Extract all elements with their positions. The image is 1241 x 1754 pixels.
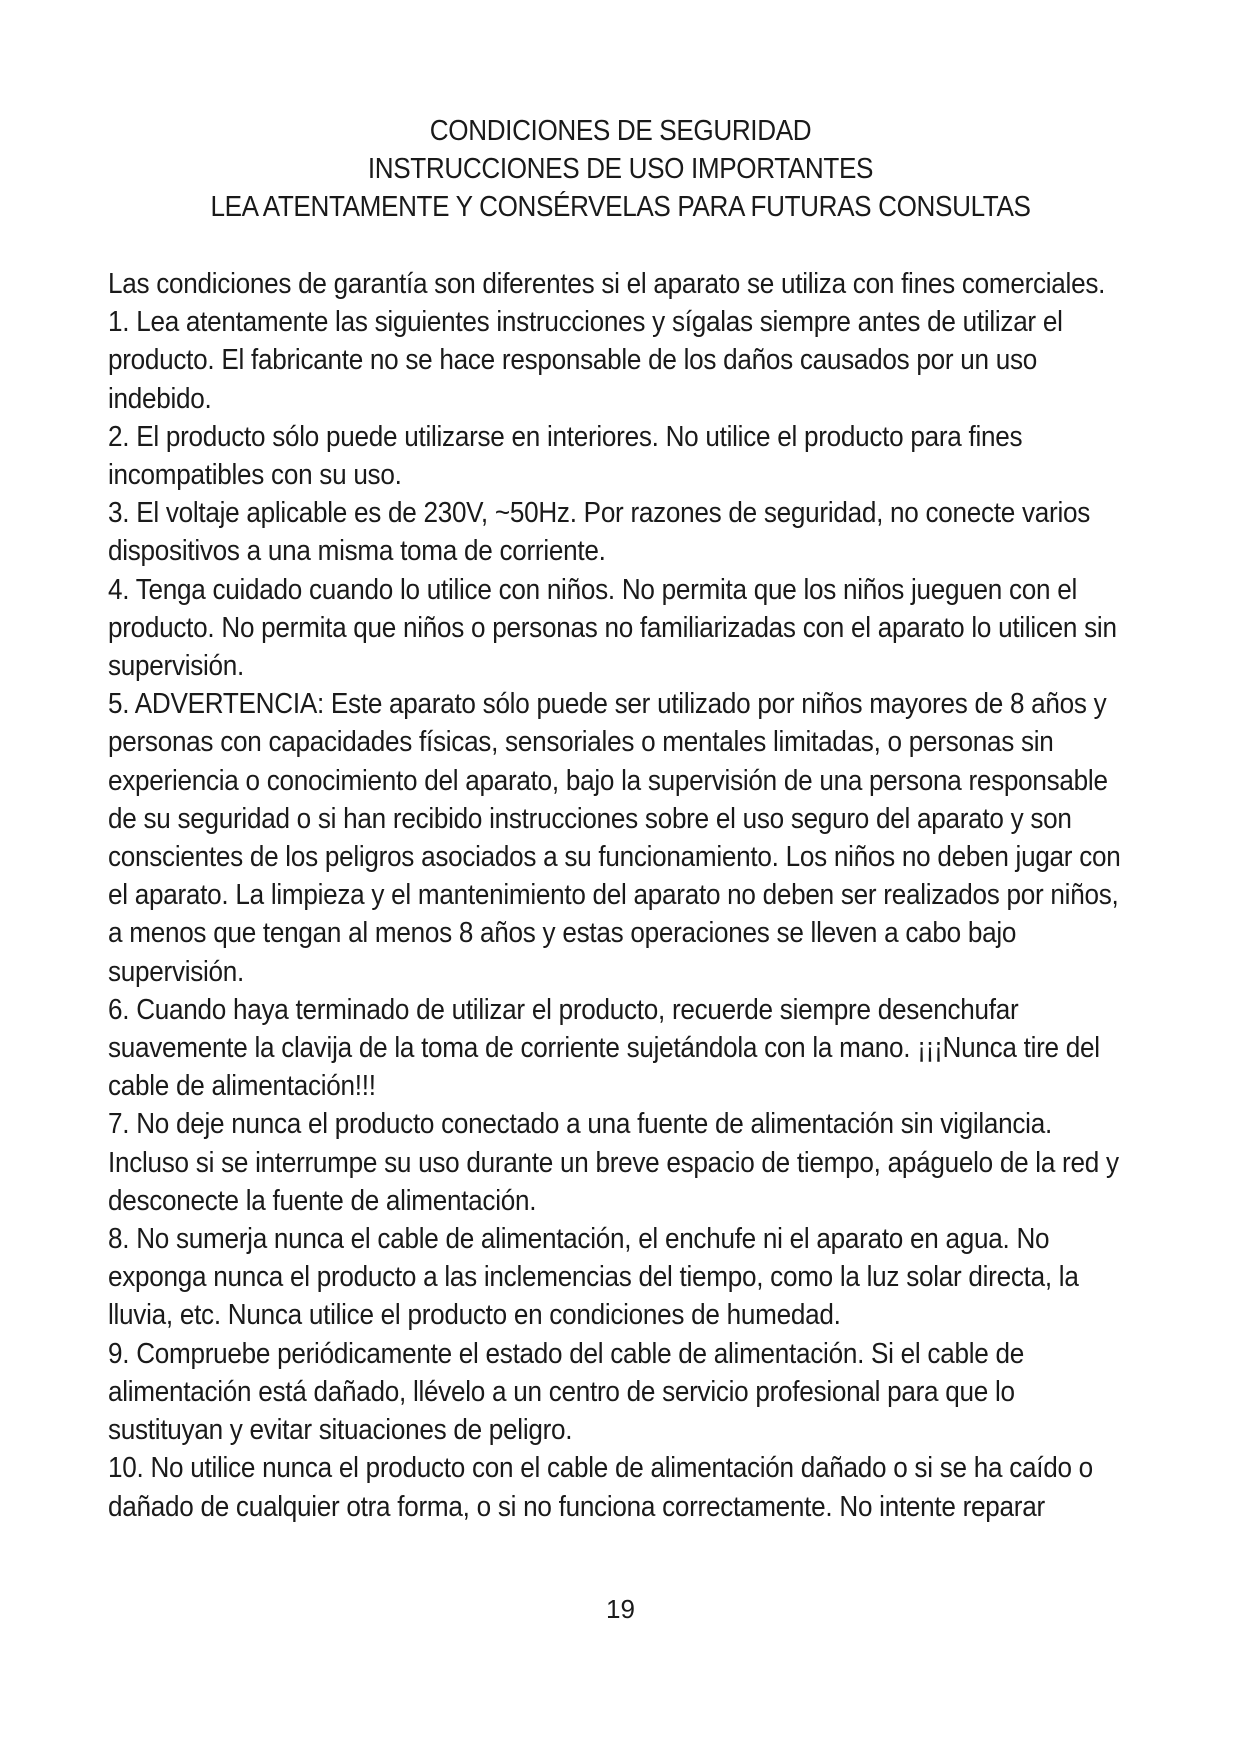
header-subtitle: INSTRUCCIONES DE USO IMPORTANTES bbox=[367, 153, 874, 185]
page-number: 19 bbox=[606, 1594, 635, 1624]
instruction-item-1: 1. Lea atentamente las siguientes instrucciones y sígalas siempre antes de utilizar el producto. El fabricante no se hace responsable de los daños causados por un uso indebido. bbox=[108, 306, 1063, 415]
instruction-item-3: 3. El voltaje aplicable es de 230V, ~50Hz. Por razones de seguridad, no conecte varios dispositivos a una misma toma de corriente. bbox=[108, 497, 1091, 568]
instruction-item-6: 6. Cuando haya terminado de utilizar el producto, recuerde siempre desenchufar suavemente la clavija de la toma de corriente sujetándola con la mano. ¡¡¡Nunca tire del cable de alimentación!!! bbox=[108, 993, 1100, 1103]
header-title: CONDICIONES DE SEGURIDAD bbox=[429, 115, 812, 147]
instructions-body bbox=[108, 265, 1134, 1526]
warranty-intro: Las condiciones de garantía son diferentes si el aparato se utiliza con fines comerciales. bbox=[108, 268, 1106, 300]
instruction-item-10: 10. No utilice nunca el producto con el cable de alimentación dañado o si se ha caído o dañado de cualquier otra forma, o si no funciona correctamente. No intente reparar bbox=[108, 1452, 1093, 1523]
page-header bbox=[62, 112, 1179, 226]
instruction-item-7: 7. No deje nunca el producto conectado a una fuente de alimentación sin vigilancia. Incluso si se interrumpe su uso durante un breve espacio de tiempo, apáguelo de la red y desconecte la fuente de alimentación. bbox=[108, 1108, 1119, 1217]
instruction-item-5: 5. ADVERTENCIA: Este aparato sólo puede ser utilizado por niños mayores de 8 años y personas con capacidades físicas, sensoriales o mentales limitadas, o personas sin experiencia o conocimiento del aparato, bajo la supervisión de una persona responsable de su seguridad o si han recibido instrucciones sobre el uso seguro del aparato y son conscientes de los peligros asociados a su funcionamiento. Los niños no deben jugar con el aparato. La limpieza y el mantenimiento del aparato no deben ser realizados por niños, a menos que tengan al menos 8 años y estas operaciones se lleven a cabo bajo supervisión. bbox=[108, 688, 1121, 988]
instruction-item-8: 8. No sumerja nunca el cable de alimentación, el enchufe ni el aparato en agua. No exponga nunca el producto a las inclemencias del tiempo, como la luz solar directa, la lluvia, etc. Nunca utilice el producto en condiciones de humedad. bbox=[108, 1223, 1079, 1332]
instruction-item-2: 2. El producto sólo puede utilizarse en interiores. No utilice el producto para fines incompatibles con su uso. bbox=[108, 420, 1023, 492]
instruction-item-9: 9. Compruebe periódicamente el estado del cable de alimentación. Si el cable de alimentación está dañado, llévelo a un centro de servicio profesional para que lo sustituyan y evitar situaciones de peligro. bbox=[108, 1337, 1024, 1447]
instruction-item-4: 4. Tenga cuidado cuando lo utilice con niños. No permita que los niños jueguen con el producto. No permita que niños o personas no familiarizadas con el aparato lo utilicen sin supervisión. bbox=[108, 573, 1117, 683]
header-notice: LEA ATENTAMENTE Y CONSÉRVELAS PARA FUTURAS CONSULTAS bbox=[210, 191, 1031, 223]
